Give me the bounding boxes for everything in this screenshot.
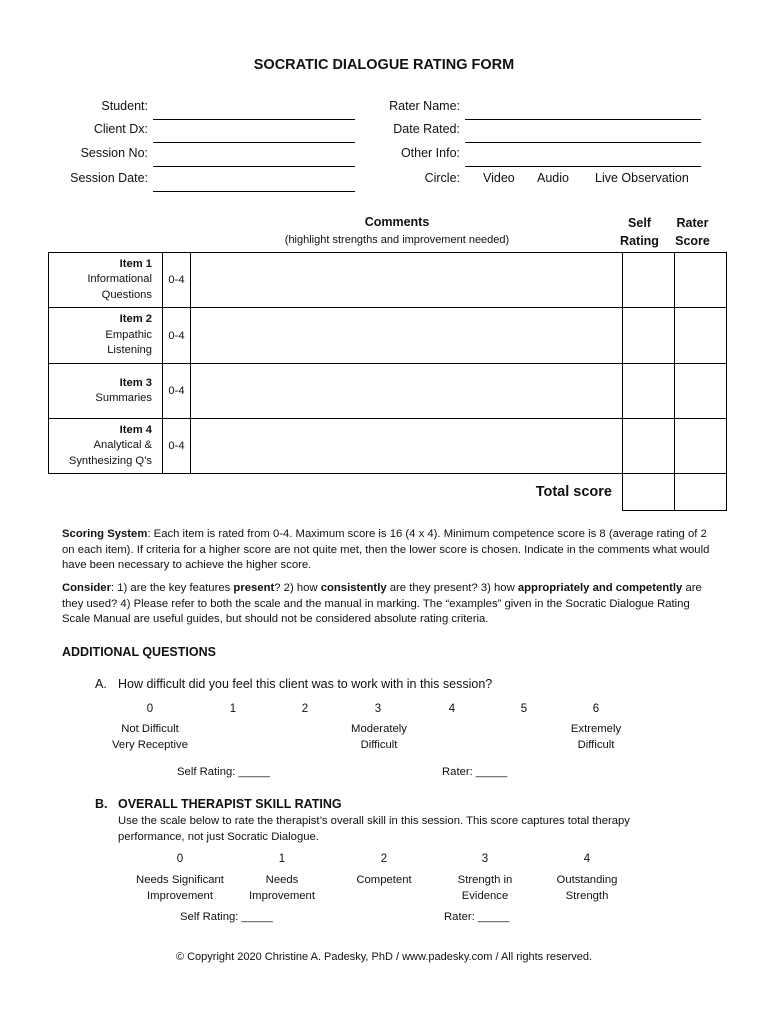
consider-bold: appropriately and competently <box>517 582 683 594</box>
total-self-rating-cell[interactable] <box>623 474 675 511</box>
scale-b-0[interactable]: 0 <box>176 853 184 865</box>
self-rating-cell[interactable] <box>623 253 675 308</box>
table-row <box>49 364 727 419</box>
anchor-a-3 <box>319 722 439 753</box>
item-range: 0-4 <box>163 253 191 308</box>
session-no-field[interactable] <box>153 152 355 167</box>
additional-questions-heading: ADDITIONAL QUESTIONS <box>62 645 216 659</box>
item-line: Analytical & <box>93 439 152 452</box>
self-rating-header-line1: Self <box>628 216 651 230</box>
scale-a-1[interactable]: 1 <box>229 703 237 715</box>
client-dx-field[interactable] <box>153 128 355 143</box>
self-rating-cell[interactable] <box>623 308 675 364</box>
scale-a-0[interactable]: 0 <box>146 703 154 715</box>
rater-name-label: Rater Name: <box>389 99 460 113</box>
anchor-line: Difficult <box>577 738 615 751</box>
comment-cell[interactable] <box>191 419 623 474</box>
question-a-self-rating[interactable]: Self Rating: _____ <box>177 766 270 778</box>
rating-table <box>48 252 727 511</box>
anchor-line: Outstanding <box>556 874 618 886</box>
scale-a-6[interactable]: 6 <box>592 703 600 715</box>
comments-header: Comments <box>364 215 430 229</box>
anchor-line: Difficult <box>360 738 398 751</box>
date-rated-field[interactable] <box>465 128 701 143</box>
anchor-b-4 <box>527 873 647 904</box>
scale-a-2[interactable]: 2 <box>301 703 309 715</box>
anchor-a-0 <box>90 722 210 753</box>
scale-a-5[interactable]: 5 <box>520 703 528 715</box>
scoring-system-paragraph <box>62 527 710 574</box>
item-label <box>49 419 163 474</box>
question-b-self-rating[interactable]: Self Rating: _____ <box>180 911 273 923</box>
item-label <box>49 364 163 419</box>
question-a-text: How difficult did you feel this client was to work with in this session? <box>118 677 493 691</box>
anchor-line: Evidence <box>461 889 509 902</box>
circle-option-video[interactable]: Video <box>483 171 515 185</box>
anchor-line: Strength <box>565 889 609 902</box>
consider-text: ? 2) how <box>274 582 321 594</box>
scoring-system-label: Scoring System <box>62 528 148 540</box>
anchor-line: Improvement <box>249 889 315 902</box>
table-row <box>49 308 727 364</box>
item-line: Questions <box>101 288 152 301</box>
student-label: Student: <box>101 99 148 113</box>
item-line: Listening <box>107 344 152 357</box>
comment-cell[interactable] <box>191 308 623 364</box>
question-b-heading: OVERALL THERAPIST SKILL RATING <box>118 797 342 811</box>
item-line: Synthesizing Q’s <box>68 454 152 467</box>
scale-a-3[interactable]: 3 <box>374 703 382 715</box>
item-line: Summaries <box>95 392 152 404</box>
self-rating-header <box>613 214 666 250</box>
consider-text: are they present? 3) how <box>386 582 518 594</box>
consider-text: : 1) are the key features <box>110 582 234 594</box>
anchor-line: Extremely <box>570 723 622 735</box>
rater-score-header-line2: Score <box>675 234 710 248</box>
item-range: 0-4 <box>163 308 191 364</box>
rater-name-field[interactable] <box>465 105 701 120</box>
consider-text: are they used? 4) Please refer to both the scale and the manual in marking. The “examples” given in the Socratic Dialogue Rating Scale Manual are useful guides, but should not be considered absolute rating criteria. <box>62 582 702 625</box>
rater-score-cell[interactable] <box>675 419 727 474</box>
anchor-line: Strength in <box>457 874 513 886</box>
item-range: 0-4 <box>163 364 191 419</box>
anchor-line: Needs Significant <box>136 874 224 886</box>
anchor-line: Needs <box>265 874 299 886</box>
total-score-label: Total score <box>49 474 623 511</box>
table-row <box>49 253 727 308</box>
other-info-field[interactable] <box>465 152 701 167</box>
form-title: SOCRATIC DIALOGUE RATING FORM <box>253 57 515 73</box>
anchor-line: Not Difficult <box>121 723 179 735</box>
question-b-rater[interactable]: Rater: _____ <box>444 911 510 923</box>
session-date-label: Session Date: <box>70 171 148 185</box>
comment-cell[interactable] <box>191 364 623 419</box>
scale-a-4[interactable]: 4 <box>448 703 456 715</box>
scale-b-2[interactable]: 2 <box>380 853 388 865</box>
rater-score-header <box>666 214 719 250</box>
student-field[interactable] <box>153 105 355 120</box>
consider-label: Consider <box>62 582 111 594</box>
anchor-line: Competent <box>356 874 412 886</box>
circle-label: Circle: <box>424 171 460 185</box>
item-line: Informational <box>87 273 152 286</box>
question-b-letter: B. <box>95 797 108 811</box>
scale-b-3[interactable]: 3 <box>481 853 489 865</box>
item-title: Item 1 <box>119 257 152 270</box>
item-line: Empathic <box>105 328 152 341</box>
anchor-line: Moderately <box>351 723 407 735</box>
item-title: Item 2 <box>119 313 152 326</box>
scale-b-1[interactable]: 1 <box>278 853 286 865</box>
self-rating-header-line2: Rating <box>620 234 659 248</box>
date-rated-label: Date Rated: <box>393 122 460 136</box>
rater-score-cell[interactable] <box>675 253 727 308</box>
self-rating-cell[interactable] <box>623 419 675 474</box>
item-title: Item 4 <box>119 423 152 436</box>
copyright-footer: © Copyright 2020 Christine A. Padesky, PhD / www.padesky.com / All rights reserved. <box>175 951 593 963</box>
total-rater-score-cell[interactable] <box>675 474 727 511</box>
other-info-label: Other Info: <box>400 146 460 160</box>
consider-paragraph <box>62 581 710 628</box>
question-a-rater[interactable]: Rater: _____ <box>442 766 508 778</box>
circle-option-audio[interactable]: Audio <box>537 171 569 185</box>
table-row <box>49 419 727 474</box>
session-no-label: Session No: <box>80 146 148 160</box>
anchor-line: Very Receptive <box>112 738 188 751</box>
anchor-line: Improvement <box>147 889 213 902</box>
anchor-a-6 <box>536 722 656 753</box>
total-row <box>49 474 727 511</box>
question-a-letter: A. <box>95 677 107 691</box>
rater-score-cell[interactable] <box>675 364 727 419</box>
comments-subheader: (highlight strengths and improvement needed) <box>284 234 510 246</box>
item-label <box>49 308 163 364</box>
scoring-system-text: : Each item is rated from 0-4. Maximum score is 16 (4 x 4). Minimum competence score is 8 (average rating of 2 on each item). If criteria for a higher score are not quite met, then the lower score is chosen. Indicate in the comments what would have been necessary to achieve the higher score. <box>62 528 710 571</box>
comment-cell[interactable] <box>191 253 623 308</box>
consider-bold: present <box>233 582 275 594</box>
rater-score-cell[interactable] <box>675 308 727 364</box>
question-b-description: Use the scale below to rate the therapist’s overall skill in this session. This score captures total therapy performance, not just Socratic Dialogue. <box>118 815 630 843</box>
session-date-field[interactable] <box>153 177 355 192</box>
client-dx-label: Client Dx: <box>93 122 148 136</box>
consider-bold: consistently <box>320 582 387 594</box>
item-range: 0-4 <box>163 419 191 474</box>
self-rating-cell[interactable] <box>623 364 675 419</box>
rater-score-header-line1: Rater <box>676 216 709 230</box>
item-title: Item 3 <box>119 376 152 389</box>
scale-b-4[interactable]: 4 <box>583 853 591 865</box>
item-label <box>49 253 163 308</box>
circle-option-live-observation[interactable]: Live Observation <box>595 171 689 185</box>
